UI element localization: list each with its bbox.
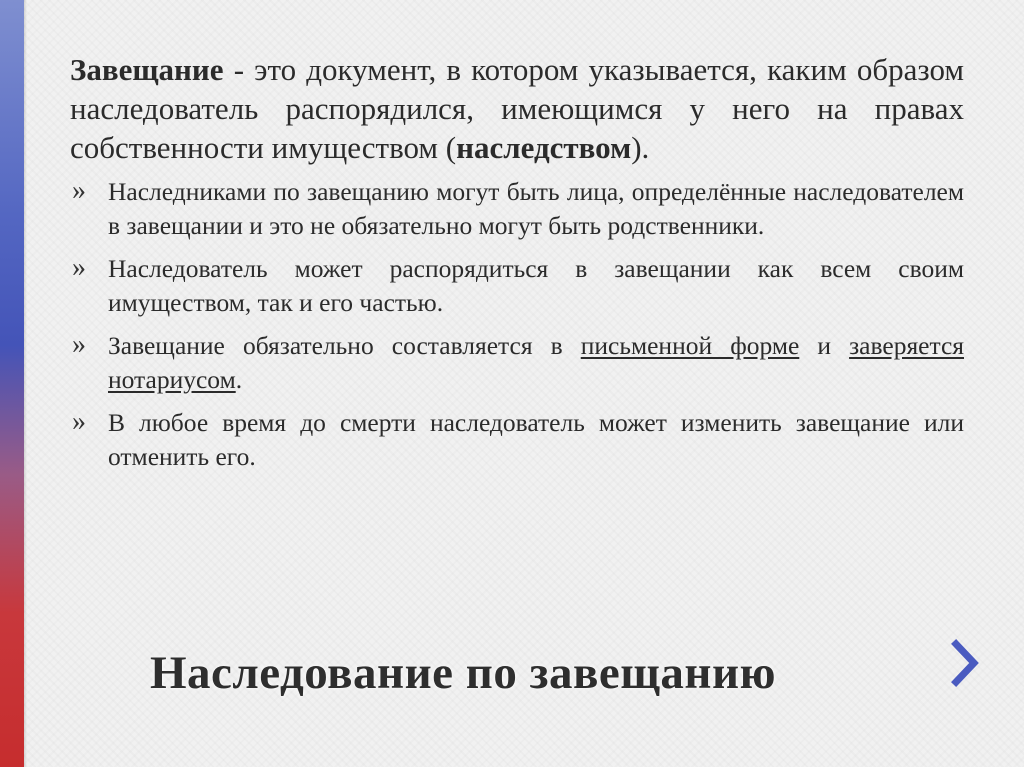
chevron-right-icon[interactable] [948, 638, 982, 688]
definition-paragraph [70, 50, 964, 167]
bullet-item [70, 252, 964, 320]
bullet-text-end: . [235, 365, 243, 394]
definition-term: Завещание [70, 52, 224, 87]
bullet-item [70, 175, 964, 243]
underlined-written-form: письменной форме [580, 331, 800, 360]
bullet-marker: » [72, 252, 86, 283]
bullet-marker: » [72, 329, 86, 360]
strip-shadow [24, 0, 27, 767]
bullet-item [70, 329, 964, 397]
bullet-text: Наследователь может распорядиться в завещании как всем своим имуществом, так и его частью. [108, 254, 964, 317]
bullet-item [70, 406, 964, 474]
bullet-text: Завещание обязательно составляется в [108, 331, 581, 360]
underlined-notarized: заверяется нотариусом [108, 331, 964, 394]
bullet-text-middle: и [799, 331, 850, 360]
bullet-text: В любое время до смерти наследователь может изменить завещание или отменить его. [108, 408, 964, 471]
definition-text: - это документ, в котором указывается, каким образом наследователь распорядился, имеющимся у него на правах собственности имуществом ( [70, 52, 964, 165]
bullet-list [70, 175, 964, 474]
bullet-marker: » [72, 406, 86, 437]
flag-strip [0, 0, 24, 767]
bullet-text: Наследниками по завещанию могут быть лица, определённые наследователем в завещании и это не обязательно могут быть родственники. [108, 177, 964, 240]
bullet-marker: » [72, 175, 86, 206]
definition-bold-term: наследством [456, 130, 632, 165]
slide-title: Наследование по завещанию [150, 647, 777, 699]
slide-content [70, 50, 964, 483]
definition-closing: ). [631, 130, 650, 165]
